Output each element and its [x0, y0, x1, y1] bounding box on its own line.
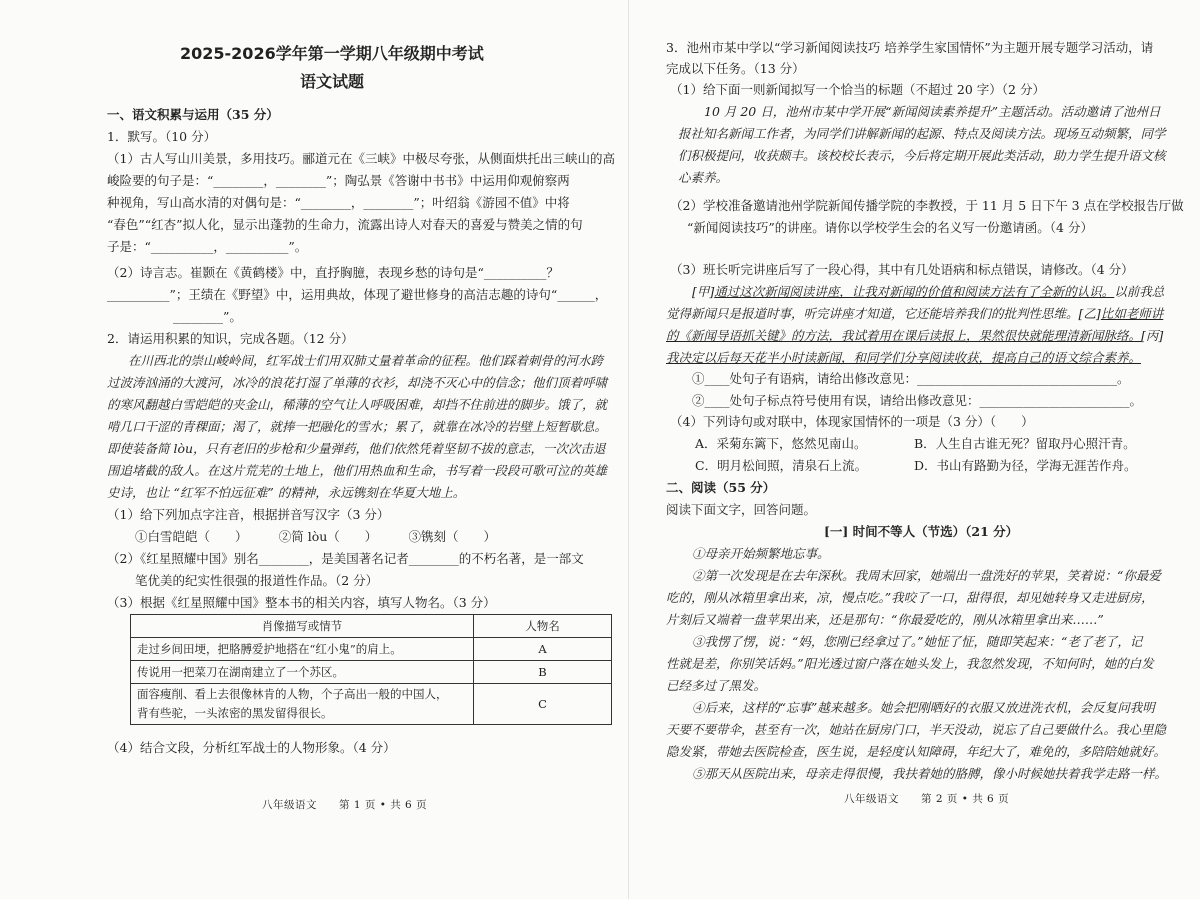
reading-title: [一] 时间不等人（节选）（21 分）	[824, 524, 1019, 539]
question-text: （4）结合文段，分析红军战士的人物形象。（4 分）	[107, 740, 396, 755]
question-text: “春色”“红杏”拟人化，显示出蓬勃的生命力，流露出诗人对春天的喜爱与赞美之情的句	[107, 217, 583, 232]
reading-line: 性就是差，你别笑话妈。”阳光透过窗户落在她头发上，我忽然发现，不知何时，她的白发	[666, 656, 1154, 671]
essay-line	[692, 284, 1164, 299]
question-text: （3）根据《红星照耀中国》整本书的相关内容，填写人物名。（3 分）	[107, 595, 496, 610]
table-cell: 走过乡间田埂，把胳膊爱护地搭在“红小鬼”的肩上。	[131, 638, 474, 661]
reading-line: 隐发紧，带她去医院检查，医生说，是轻度认知障碍，年纪大了，难免的，多陪陪她就好。	[666, 744, 1167, 759]
answer-line: ②____处句子标点符号使用有误，请给出修改意见：________________________。	[692, 393, 1143, 408]
reading-line: ①母亲开始频繁地忘事。	[692, 546, 830, 561]
essay-sentence-underlined: 比如老师讲	[1100, 306, 1164, 321]
answer-line: ①____处句子有语病，请给出修改意见：________________________________。	[692, 371, 1130, 386]
essay-line: 我决定以后每天花半小时读新闻，和同学们分享阅读收获，提高自己的语文综合素养。	[666, 350, 1142, 365]
passage-line: 的寒风翻越白雪皑皑的夹金山，稀薄的空气让人呼吸困难，却挡不住前进的脚步。饿了，就	[107, 397, 608, 412]
passage-line: 围追堵截的敌人。在这片荒芜的土地上，他们用热血和生命，书写着一段段可歌可泣的英雄	[107, 463, 608, 478]
question-text: 种视角，写山高水清的对偶句是：“________，________”；叶绍翁《游园不值》中将	[107, 195, 570, 210]
question-text: （2）《红星照耀中国》别名________，是美国著名记者________的不朽名著，是一部文	[107, 551, 584, 566]
table-row	[131, 684, 612, 725]
question-text: （4）下列诗句或对联中，体现家国情怀的一项是（3 分）（ ）	[670, 414, 1034, 429]
reading-line: 吃的，刚从冰箱里拿出来，凉，慢点吃。”我咬了一口，甜得很，却见她转身又走进厨房，	[666, 590, 1154, 605]
news-line: 10 月 20 日，池州市某中学开展“新闻阅读素养提升”主题活动。活动邀请了池州日	[704, 104, 1161, 119]
passage-line: 史诗，也让 “红军不怕远征难” 的精神，永远镌刻在华夏大地上。	[107, 485, 466, 500]
essay-mark: [乙]	[1078, 306, 1101, 321]
essay-sentence-underlined: 通过这次新闻阅读讲座，让我对新闻的价值和阅读方法有了全新的认识。	[714, 284, 1115, 299]
essay-mark: [甲]	[692, 284, 715, 299]
question-text: 峻险要的句子是：“________，________”；陶弘景《答谢中书书》中运用仰观俯察两	[107, 173, 570, 188]
reading-line: 天要不要带伞，甚至有一次，她站在厨房门口，半天没动，说忘了自己要做什么。我心里隐	[666, 722, 1167, 737]
section-heading: 二、阅读（55 分）	[666, 480, 776, 495]
option-b: B．人生自古谁无死？留取丹心照汗青。	[914, 436, 1136, 451]
table-header: 肖像描写或情节	[131, 615, 474, 638]
question-text: （2）学校准备邀请池州学院新闻传播学院的李教授，于 11 月 5 日下午 3 点在学校报告厅做	[670, 198, 1184, 213]
option-a: A．采菊东篱下，悠然见南山。	[695, 436, 867, 451]
table-header: 人物名	[474, 615, 612, 638]
table-cell: 传说用一把菜刀在湖南建立了一个苏区。	[131, 661, 474, 684]
question-text: 笔优美的纪实性很强的报道性作品。（2 分）	[135, 573, 379, 588]
question-heading: 完成以下任务。（13 分）	[666, 61, 805, 76]
table-cell: A	[474, 638, 612, 661]
news-line: 们积极提问，收获颇丰。该校校长表示，今后将定期开展此类活动，助力学生提升语文核	[678, 148, 1166, 163]
exam-subtitle: 语文试题	[300, 72, 365, 91]
passage-line: 即使装备简 lòu，只有老旧的步枪和少量弹药，他们依然凭着坚韧不拔的意志，一次次击退	[107, 441, 606, 456]
exam-title: 2025-2026学年第一学期八年级期中考试	[180, 44, 484, 63]
page-footer: 八年级语文 第 2 页 • 共 6 页	[844, 793, 1010, 805]
question-heading: 2．请运用积累的知识，完成各题。（12 分）	[107, 331, 354, 346]
news-line: 报社知名新闻工作者，为同学们讲解新闻的起源、特点及阅读方法。现场互动频繁，同学	[678, 126, 1166, 141]
character-table	[130, 614, 612, 725]
question-text: ________”。	[173, 309, 242, 324]
question-text: （3）班长听完讲座后写了一段心得，其中有几处语病和标点错误，请修改。（4 分）	[670, 262, 1134, 277]
reading-line: ⑤那天从医院出来，母亲走得很慢，我扶着她的胳膊，像小时候她扶着我学走路一样。	[692, 766, 1168, 781]
essay-sentence: 以前我总	[1114, 284, 1165, 299]
reading-line: ④后来，这样的“忘事”越来越多。她会把刚晒好的衣服又放进洗衣机，会反复问我明	[692, 700, 1155, 715]
passage-line: 在川西北的崇山峻岭间，红军战士们用双肺丈量着革命的征程。他们踩着刺骨的河水跨	[128, 353, 604, 368]
question-text: 子是：“__________，__________”。	[107, 239, 308, 254]
question-text: （2）诗言志。崔颢在《黄鹤楼》中，直抒胸臆，表现乡愁的诗句是“__________？	[107, 265, 559, 280]
exam-page-2	[628, 0, 1200, 899]
table-row	[131, 661, 612, 684]
essay-sentence: 觉得新闻只是报道时事，听完讲座才知道，它还能培养我们的批判性思维。	[666, 306, 1079, 321]
question-text: __________”；王绩在《野望》中，运用典故，体现了避世修身的高洁志趣的诗句“______，	[107, 287, 608, 302]
essay-mark: [丙]	[1141, 328, 1164, 343]
table-cell	[131, 684, 474, 725]
reading-line: 片刻后又端着一盘苹果出来，还是那句：“你最爱吃的，刚从冰箱里拿出来……”	[666, 612, 1104, 627]
table-cell: B	[474, 661, 612, 684]
section-heading: 一、语文积累与运用（35 分）	[107, 107, 279, 122]
table-cell: C	[474, 684, 612, 725]
question-text: （1）给下列加点字注音，根据拼音写汉字（3 分）	[107, 507, 390, 522]
essay-line	[666, 328, 1163, 343]
instruction-text: 阅读下面文字，回答问题。	[666, 502, 817, 517]
table-row	[131, 638, 612, 661]
question-text: “新闻阅读技巧”的讲座。请你以学校学生会的名义写一份邀请函。（4 分）	[687, 220, 1093, 235]
passage-line: 过波涛汹涌的大渡河，冰冷的浪花打湿了单薄的衣衫，却浇不灭心中的信念；他们顶着呼啸	[107, 375, 608, 390]
essay-sentence-underlined: 的《新闻导语抓关键》的方法，我试着用在课后读报上，果然很快就能理清新闻脉络。	[666, 328, 1142, 343]
question-heading: 3．池州市某中学以“学习新闻阅读技巧 培养学生家国情怀”为主题开展专题学习活动，请	[666, 40, 1154, 55]
reading-line: ②第一次发现是在去年深秋。我周末回家，她端出一盘洗好的苹果，笑着说：“你最爱	[692, 568, 1161, 583]
essay-line	[666, 306, 1163, 321]
option-d: D．书山有路勤为径，学海无涯苦作舟。	[914, 458, 1137, 473]
passage-line: 啃几口干涩的青稞面；渴了，就捧一把融化的雪水；累了，就靠在冰冷的岩壁上短暂歇息。	[107, 419, 608, 434]
option-c: C．明月松间照，清泉石上流。	[695, 458, 868, 473]
table-cell-line: 面容瘦削、看上去很像林肯的人物，个子高出一般的中国人，	[137, 687, 448, 701]
answer-blanks: ①白雪皑皑（ ） ②简 lòu（ ） ③镌刻（ ）	[135, 529, 497, 544]
page-footer: 八年级语文 第 1 页 • 共 6 页	[262, 799, 428, 811]
question-heading: 1．默写。（10 分）	[107, 129, 217, 144]
question-text: （1）古人写山川美景，多用技巧。郦道元在《三峡》中极尽夸张，从侧面烘托出三峡山的高	[107, 151, 615, 166]
reading-line: 已经多过了黑发。	[666, 678, 767, 693]
news-line: 心素养。	[678, 170, 729, 185]
reading-line: ③我愣了愣，说：“妈，您刚已经拿过了。”她怔了怔，随即笑起来：“老了老了，记	[692, 634, 1143, 649]
question-text: （1）给下面一则新闻拟写一个恰当的标题（不超过 20 字）（2 分）	[670, 82, 1045, 97]
table-cell-line: 背有些驼，一头浓密的黑发留得很长。	[137, 706, 333, 720]
